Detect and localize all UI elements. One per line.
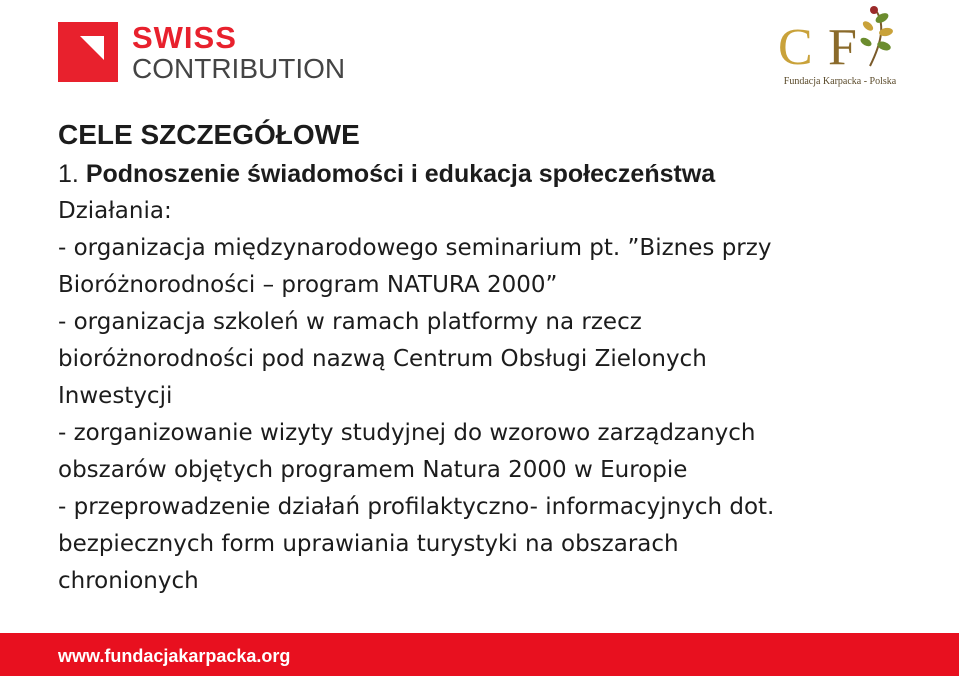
body-line: - zorganizowanie wizyty studyjnej do wzorowo zarządzanych — [58, 420, 756, 446]
slide-content — [58, 115, 908, 600]
body-line: - organizacja międzynarodowego seminarium pt. ”Biznes przy — [58, 235, 772, 261]
svg-text:C: C — [778, 19, 813, 76]
footer-bar — [0, 633, 959, 676]
body-line: Działania: — [58, 198, 172, 224]
body-line: - przeprowadzenie działań profilaktyczno- informacyjnych dot. — [58, 494, 775, 520]
footer-website-link[interactable]: www.fundacjakarpacka.org — [58, 646, 291, 666]
cf-caption: Fundacja Karpacka - Polska — [783, 76, 897, 87]
subheading-text: Podnoszenie świadomości i edukacja społeczeństwa — [85, 160, 716, 188]
body-line: bezpiecznych form uprawiania turystyki na obszarach — [58, 531, 679, 557]
fundacja-karpacka-logo — [770, 2, 910, 92]
body-line: chronionych — [58, 568, 199, 594]
swiss-logo-text: SWISS — [132, 20, 237, 55]
svg-text:F: F — [828, 19, 857, 76]
cf-emblem-icon — [770, 2, 910, 78]
body-line: bioróżnorodności pod nazwą Centrum Obsługi Zielonych — [58, 346, 707, 372]
body-line: obszarów objętych programem Natura 2000 w Europie — [58, 457, 688, 483]
section-subheading — [58, 155, 908, 193]
subheading-number: 1. — [58, 160, 79, 188]
body-line: - organizacja szkoleń w ramach platformy na rzecz — [58, 309, 642, 335]
contribution-logo-text: CONTRIBUTION — [132, 53, 346, 84]
body-line: Bioróżnorodności – program NATURA 2000” — [58, 272, 558, 298]
swiss-flag-icon — [58, 22, 118, 82]
swiss-contribution-logo — [58, 22, 358, 86]
body-line: Inwestycji — [58, 383, 173, 409]
page-title: CELE SZCZEGÓŁOWE — [58, 119, 360, 150]
